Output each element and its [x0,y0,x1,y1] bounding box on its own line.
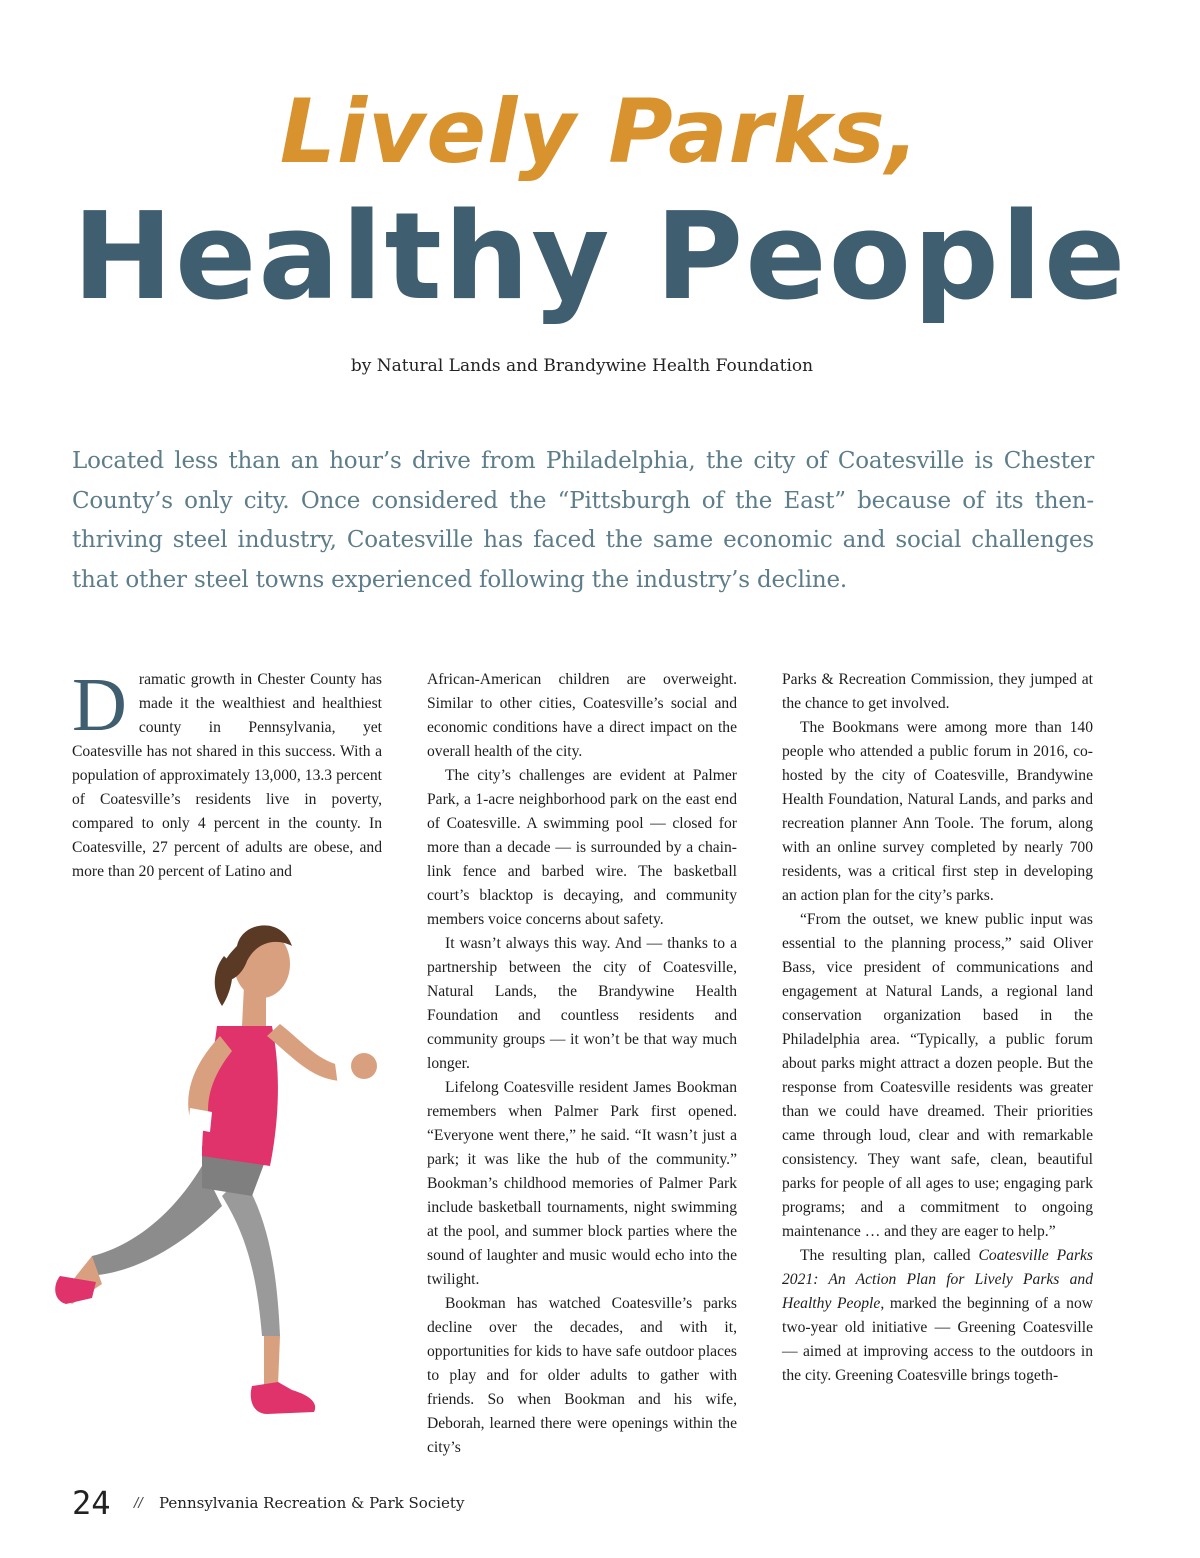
article-column-2 [427,668,737,1460]
publication-name: Pennsylvania Recreation & Park Society [159,1494,465,1512]
paragraph: Lifelong Coatesville resident James Bookman remembers when Palmer Park first opened. “Everyone went there,” he said. “It wasn’t just a park; it was like the hub of the community.” Bookman’s childhood memories of Palmer Park include basketball tournaments, night swimming at the pool, and summer block parties where the sound of laughter and music would echo into the twilight. [427,1079,737,1288]
headline-line-1: Lively Parks, [279,80,921,183]
paragraph: The Bookmans were among more than 140 people who attended a public forum in 2016, co-hosted by the city of Coatesville, Brandywine Health Foundation, Natural Lands, and parks and recreation planner Ann Toole. The forum, along with an online survey completed by nearly 700 residents, was a critical first step in developing an action plan for the city’s parks. [782,719,1093,904]
footer-separator: // [134,1496,143,1511]
text-run: , marked the beginning of a now two-year old initiative — Greening Coatesville — aimed at improving access to the outdoors in the city. Greening Coatesville brings togeth- [782,1295,1094,1384]
paragraph: The city’s challenges are evident at Palmer Park, a 1-acre neighborhood park on the east end of Coatesville. A swimming pool — closed for more than a decade — is surrounded by a chain-link fence and barbed wire. The basketball court’s blacktop is decaying, and community members voice concerns about safety. [427,767,737,928]
paragraph: African-American children are overweight. Similar to other cities, Coatesville’s social and economic conditions have a direct impact on the overall health of the city. [427,671,737,760]
page-number: 24 [72,1484,111,1522]
runner-photo [52,916,382,1442]
text-run: The resulting plan, called [800,1247,979,1264]
paragraph [782,1244,1093,1388]
paragraph: “From the outset, we knew public input was essential to the planning process,” said Oliver Bass, vice president of communications and engagement at Natural Lands, a regional land conservation organization based in the Philadelphia area. “Typically, a public forum about parks might attract a dozen people. But the response from Coatesville residents was greater than we could have dreamed. Their priorities came through loud, clear and with remarkable consistency. They want safe, clean, beautiful parks for people of all ages to use; engaging park programs; and a commitment to ongoing maintenance … and they are eager to help.” [782,911,1093,1240]
plan-title: Coatesville Parks 2021: An Action Plan for Lively Parks and Healthy People [782,1247,1094,1312]
drop-cap: D [72,663,127,747]
byline: by Natural Lands and Brandywine Health Foundation [350,356,814,376]
headline-line-2: Healthy People [72,188,1128,327]
article-column-1 [72,663,382,884]
paragraph: Bookman has watched Coatesville’s parks decline over the decades, and with it, opportunities for kids to have safe outdoor places to play and for older adults to gather with friends. So when Bookman and his wife, Deborah, learned there were openings within the city’s [427,1295,737,1456]
paragraph: It wasn’t always this way. And — thanks to a partnership between the city of Coatesville, Natural Lands, the Brandywine Health Foundation and countless residents and community groups — it won’t be that way much longer. [427,935,737,1072]
article-column-3 [782,668,1093,1388]
paragraph: Parks & Recreation Commission, they jumped at the chance to get involved. [782,671,1093,712]
intro-paragraph: Located less than an hour’s drive from Philadelphia, the city of Coatesville is Chester County’s only city. Once considered the “Pittsburgh of the East” because of its then-thriving steel industry, Coatesville has faced the same economic and social challenges that other steel towns experienced following the industry’s decline. [72,448,1094,593]
paragraph: ramatic growth in Chester County has made it the wealthiest and healthiest county in Pennsylvania, yet Coatesville has not shared in this success. With a population of approximately 13,000, 13.3 percent of Coatesville’s residents live in poverty, compared to only 4 percent in the county. In Coatesville, 27 percent of adults are obese, and more than 20 percent of Latino and [72,671,382,880]
